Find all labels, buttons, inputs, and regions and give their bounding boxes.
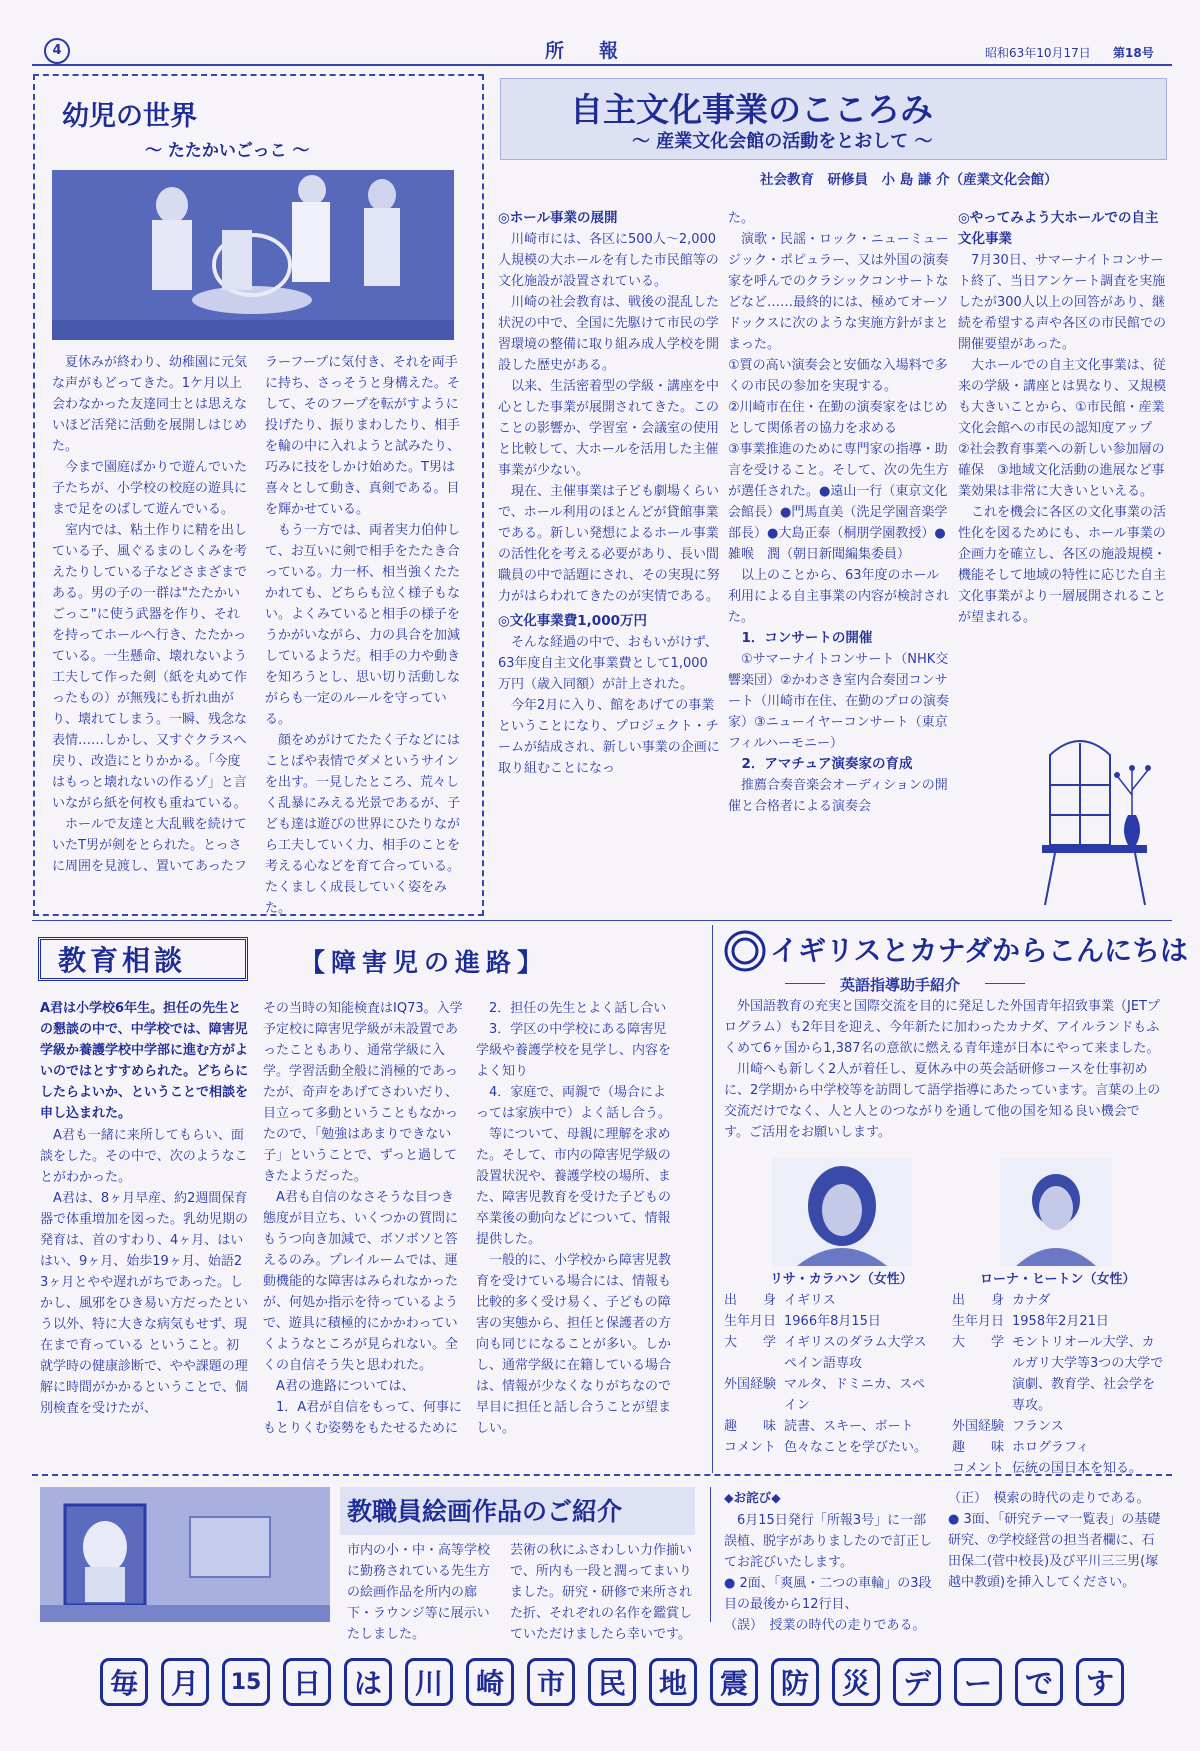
profile-row: 生年月日 1966年8月15日 [724,1314,881,1329]
paragraph: 現在、主催事業は子ども劇場くらいで、ホール利用のほとんどが貸館事業である。新しい発想によるホール事業の活性化を考える必要があり、長い間職員の中で話題にされ、その実現に努力がはらわれてきたのが実情である。 [498,484,720,604]
lisa-name: リサ・カラハン（女性） [770,1272,913,1287]
paragraph: ラーフープに気付き、それを両手に持ち、さっそうと身構えた。そして、そのフープを転がすように投げたり、振りまわしたり、相手を輪の中に入れようと試みたり、巧みに技をしかけ始めた。T男は喜々として動き、真剣である。目を輝かせている。 [265,355,461,517]
paragraph: 川崎へも新しく2人が着任し、夏休み中の英会話研修コースを仕事初めに、2学期から中学校等を訪問して語学指導にあたっています。言葉の上の交流だけでなく、人と人とのつながりを通して他の国を知る良い機会です。ご活用をお願いします。 [724,1062,1161,1140]
profile-row: 趣 味 ホログラフィ [952,1440,1089,1455]
banner-char-box: で [1015,1658,1063,1706]
paragraph: 大ホールでの自主文化事業は、従来の学級・講座とは異なり、又規模も大きいことから、①市民館・産業文化会館への市民の認知度アップ ②社会教育事業への新しい参加層の確保 ③地域文化活動の進展など事業効果は非常に大きいといえる。 [958,358,1167,499]
paragraph: 顔をめがけてたたく子などにはことばや表情でダメというサインを出す。一見したところ、荒々しく乱暴にみえる光景であるが、子ども達は遊びの世界にひたりながら工夫していく力、相手のことを考える心などを育て合っている。たくましく成長していく姿をみた。 [265,733,461,916]
paragraph: （誤） 授業の時代の走りである。 [724,1618,926,1633]
column-divider [712,925,713,1473]
paragraph: 夏休みが終わり、幼稚園に元気な声がもどってきた。1ケ月以上会わなかった友達同士とは思えないほど活発に活動を展開しはじめた。 [52,355,248,454]
paragraph: 今年2月に入り、館をあげての事業ということになり、プロジェクト・チームが結成され、新しい事業の企画に取り組むことになっ [498,698,720,776]
banner-char-box: は [344,1658,392,1706]
lorna-portrait-photo [1000,1158,1112,1266]
banner-char-box: 日 [283,1658,331,1706]
paragraph: A君の進路については、 [276,1379,415,1394]
soudan-col3 [476,998,678,1460]
apology-col1 [724,1510,934,1633]
header-rule [32,64,1172,66]
paragraph: 室内では、粘土作りに精を出している子、風ぐるまのしくみを考えたりしている子などさまざまである。男の子の一群は"たたかいごっこ"に使う武器を作り、それを持ってホールへ行き、たたかっている。一生懸命、壊れないよう工夫して作った剣（紙を丸めて作ったもの）が無残にも折れ曲がり、壊れてしまう。一瞬、残念な表情……しかし、又すぐクラスへ戻り、改造にとりかかる。「今度はもっと壊れないの作るゾ」と言いながら紙を何枚も重ねている。 [52,523,248,811]
paragraph: もう一方では、両者実力伯仲して、お互いに剣で相手をたたき合っている。力一杯、相当強くたたかれても、どちらも泣く様子もない。よくみていると相手の様子をうかがいながら、力の具合を加減しているようだ。相手の力や動きを知ろうとし、思い切り活動しながらも一定のルールを守っている。 [265,523,461,727]
apology-col2 [948,1488,1166,1628]
banner-char-box: 15 [222,1658,270,1706]
banner-char-box: 防 [771,1658,819,1706]
art-text-col2: 芸術の秋にふさわしい力作揃いで、所内も一段と潤ってまいりました。研究・研修で来所された折、それぞれの名作を鑑賞していただけましたら幸いです。 [510,1543,693,1642]
column-divider [710,1487,711,1622]
paragraph: ①サマーナイトコンサート（NHK交響楽団）②かわさき室内合奏団コンサート（川崎市在住、在勤のプロの演奏家）③ニューイヤーコンサート（東京フィルハーモニー） [728,652,950,751]
soudan-lead: A君は小学校6年生。担任の先生との懇談の中で、中学校では、障害児学級か養護学校中学部に進む方がよいのではとすすめられた。どちらにしたらよいか、ということで相談を申し込まれた。 [40,1001,249,1121]
paragraph: ● 2面、「爽風・二つの車輪」の3段目の最後から12行目、 [724,1576,932,1612]
lorna-name: ローナ・ヒートン（女性） [980,1272,1136,1287]
paragraph: A君も自信のなさそうな目つき態度が目立ち、いくつかの質問にもうつ向き加減で、ボソボソと答えるのみ。プレイルームでは、運動機能的な障害はみられなかったが、何処か指示を待っているようで、遊具に積極的にかかわっていくようなところが見られない。全くの自信そう失と思われた。 [263,1190,459,1373]
lorna-profile [952,1290,1166,1479]
banner-char-box: デ [893,1658,941,1706]
lisa-profile [724,1290,934,1458]
paragraph: ①質の高い演奏会と安価な入場料で多くの市民の参加を実現する。 [728,358,948,394]
banner-char-box: 川 [405,1658,453,1706]
child-world-subtitle: 〜 たたかいごっこ 〜 [145,141,310,161]
english-title: イギリスとカナダからこんにちは [770,934,1189,967]
banner-char-box: 震 [710,1658,758,1706]
culture-col3 [958,208,1168,678]
child-world-col1 [52,352,252,907]
banner-char-box: 市 [527,1658,575,1706]
profile-row: 外国経験 マルタ、ドミニカ、スペイン [724,1377,926,1413]
culture-title: 自主文化事業のこころみ [570,90,933,129]
culture-heading-budget: ◎文化事業費1,000万円 [498,613,647,629]
profile-row: 出 身 イギリス [724,1293,836,1308]
paragraph: 以上のことから、63年度のホール利用による自主事業の内容が検討された。 [728,568,950,625]
english-intro [724,996,1164,1143]
culture-heading-bighall: ◎やってみよう大ホールでの自主文化事業 [958,210,1159,247]
banner-char-box: ー [954,1658,1002,1706]
art-title: 教職員絵画作品のご紹介 [347,1497,623,1526]
paragraph: そんな経過の中で、おもいがけず、63年度自主文化事業費として1,000万円（歳入同額）が計上された。 [498,635,718,692]
profile-row: 大 学 モントリオール大学、カルガリ大学等3つの大学で演劇、教育学、社会学を専攻。 [952,1335,1164,1413]
soudan-subtitle: 【障害児の進路】 [300,948,549,977]
art-text-col1: 市内の小・中・高等学校に勤務されている先生方の絵画作品を所内の廊下・ラウンジ等に展示いたしました。 [347,1543,491,1642]
lisa-portrait-photo [772,1158,912,1266]
culture-subtitle: 〜 産業文化会館の活動をとおして 〜 [632,131,933,152]
issue-number: 第18号 [1113,46,1154,60]
paragraph: 今まで園庭ばかりで遊んでいた子たちが、小学校の校庭の遊具にまで足をのばして遊んでいる。 [52,460,248,517]
profile-row: 出 身 カナダ [952,1293,1051,1308]
page-number: 4 [44,38,70,64]
paragraph: 推薦合奏音楽会オーディションの開催と合格者による演奏会 [728,778,948,814]
culture-subheading-concert: 1．コンサートの開催 [741,630,873,646]
apology-title: ◆お詫び◆ [724,1490,781,1505]
paragraph: これを機会に各区の文化事業の活性化を図るためにも、ホール事業の企画力を確立し、各区の施設規模・機能そして地域の特性に応じた自主文化事業がより一層展開されることが望まれる。 [958,505,1167,625]
lower-separator [32,1474,1172,1476]
culture-subheading-amateur: 2．アマチュア演奏家の育成 [741,756,913,772]
paragraph: 6月15日発行「所報3号」に一部誤植、脱字がありましたので訂正してお詫びいたします。 [724,1513,933,1570]
middle-rule [32,920,1172,921]
issue-date: 昭和63年10月17日 [985,46,1091,60]
soudan-col2 [263,998,463,1460]
culture-heading-hall: ◎ホール事業の展開 [498,210,618,226]
culture-byline: 社会教育 研修員 小 島 謙 介（産業文化会館） [760,172,1058,188]
paragraph: 川崎市には、各区に500人〜2,000人規模の大ホールを有した市民館等の文化施設が設置されている。 [498,232,719,289]
painting-exhibit-photo [40,1487,330,1622]
paragraph: その当時の知能検査はIQ73。入学予定校に障害児学級が未設置であったこともあり、通常学級に入学。学習活動全般に消極的であったが、奇声をあげてさわいだり、目立って多動ということもなかったので、「勉強はあまりできない子」ということで、ずっと過してきたようだった。 [263,1001,463,1184]
paragraph: 3．学区の中学校にある障害児学級や養護学校を見学し、内容をよく知り [476,1022,672,1079]
target-circle-icon [724,930,766,972]
paragraph: 1．A君が自信をもって、何事にもとりくむ姿勢をもたせるために [263,1400,462,1436]
paragraph: 7月30日、サマーナイトコンサート終了、当日アンケート調査を実施したが300人以上の回答があり、継続を希望する声や各区の市民館での開催要望があった。 [958,253,1167,352]
banner-char-box: 地 [649,1658,697,1706]
paragraph: 2．担任の先生とよく話し合い [489,1001,667,1016]
banner-char-box: 月 [161,1658,209,1706]
paragraph: ● 3面、「研究テーマ一覧表」の基礎研究、⑦学校経営の担当者欄に、石田保二(菅中校長)及び平川三三男(塚越中教頭)を挿入してください。 [948,1512,1161,1590]
paragraph: 4．家庭で、両親で（場合によっては家族中で）よく話し合う。 [476,1085,672,1121]
paragraph: （正） 模索の時代の走りである。 [948,1491,1150,1506]
banner-char-box: 災 [832,1658,880,1706]
child-world-title: 幼児の世界 [62,101,197,132]
paragraph: 以来、生活密着型の学級・講座を中心とした事業が展開されてきた。このことの影響か、学習室・会議室の使用と比較して、大ホールを活用した主催事業が少ない。 [498,379,720,478]
paragraph: 等について、母親に理解を求めた。そして、市内の障害児学級の設置状況や、養護学校の場所、また、障害児教育を受けた子どもの卒業後の動向などについて、情報提供した。 [476,1127,672,1247]
banner-char-box: 崎 [466,1658,514,1706]
profile-row: 外国経験 フランス [952,1419,1064,1434]
paragraph: ホールで友達と大乱戦を続けていたT男が剣をとられた。とっさに周囲を見渡し、置いてあったフ [52,817,247,874]
earthquake-day-banner [100,1657,1140,1707]
paragraph: た。 [728,211,755,226]
profile-row: 大 学 イギリスのダラム大学スペイン語専攻 [724,1335,927,1371]
english-subtitle-rule-left [785,983,825,984]
profile-row: コメント 色々なことを学びたい。 [724,1440,928,1455]
culture-col1 [498,208,720,913]
child-world-col2 [265,352,465,916]
profile-row: 趣 味 読書、スキー、ボート [724,1419,914,1434]
children-playing-photo [52,170,454,340]
paragraph: A君は、8ヶ月早産、約2週間保育器で体重増加を図った。乳幼児期の発育は、首のすわり、4ヶ月、はいはい、9ヶ月、始歩19ヶ月、始語23ヶ月とやや遅れがちであった。しかし、風邪をひき易い方だったという以外、特に大きな病気もせず、現在まで育っている ということ。初就学時の健康診断で、やや課題の理解に時間がかかるということで、個別検査を受けたが、 [40,1191,249,1416]
culture-col2 [728,208,950,913]
english-subtitle-rule-right [985,983,1025,984]
profile-row: 生年月日 1958年2月21日 [952,1314,1109,1329]
banner-char-box: 民 [588,1658,636,1706]
soudan-title: 教育相談 [58,944,187,977]
english-subtitle: 英語指導助手紹介 [840,976,961,994]
paragraph: 一般的に、小学校から障害児教育を受けている場合には、情報も比較的多く受け易く、子どもの障害の実態から、担任と保護者の方向も同じになることが多い。しかし、通常学級に在籍している場合は、情報が少なくなりがちなので早目に担任と話し合うことが望ましい。 [476,1253,672,1436]
masthead-title: 所 報 [545,40,627,62]
banner-char-box: 毎 [100,1658,148,1706]
paragraph: 演歌・民謡・ロック・ニューミュージック・ポピュラー、又は外国の演奏家を呼んでのクラシックコンサートなどなど……最終的には、極めてオーソドックスに次のような実施方針がまとまった。 [728,232,949,352]
paragraph: 川崎の社会教育は、戦後の混乱した状況の中で、全国に先駆けて市民の学習環境の整備に取り組み成人学校を開設した歴史がある。 [498,295,720,373]
paragraph: 外国語教育の充実と国際交流を目的に発足した外国青年招致事業（JETプログラム）も2年目を迎え、今年新たに加わったカナダ、アイルランドもふくめて6ヶ国から1,387名の意欲に燃える青年達が日本にやって来ました。 [724,999,1160,1056]
window-vase-illustration [1040,735,1170,910]
paragraph: A君も一緒に来所してもらい、面談をした。その中で、次のようなことがわかった。 [40,1128,248,1185]
paragraph: ③事業推進のために専門家の指導・助言を受けること。そして、次の先生方が選任された。●遠山一行（東京文化会館長）●門馬直美（洗足学園音楽学部長）●大島正泰（桐朋学園教授）●雑喉 潤（朝日新聞編集委員） [728,442,949,562]
banner-char-box: す [1076,1658,1124,1706]
profile-row: コメント 伝統の国日本を知る。 [952,1461,1143,1476]
soudan-col1 [40,1125,250,1460]
paragraph: ②川崎市在住・在勤の演奏家をはじめとして関係者の協力を求める [728,400,948,436]
